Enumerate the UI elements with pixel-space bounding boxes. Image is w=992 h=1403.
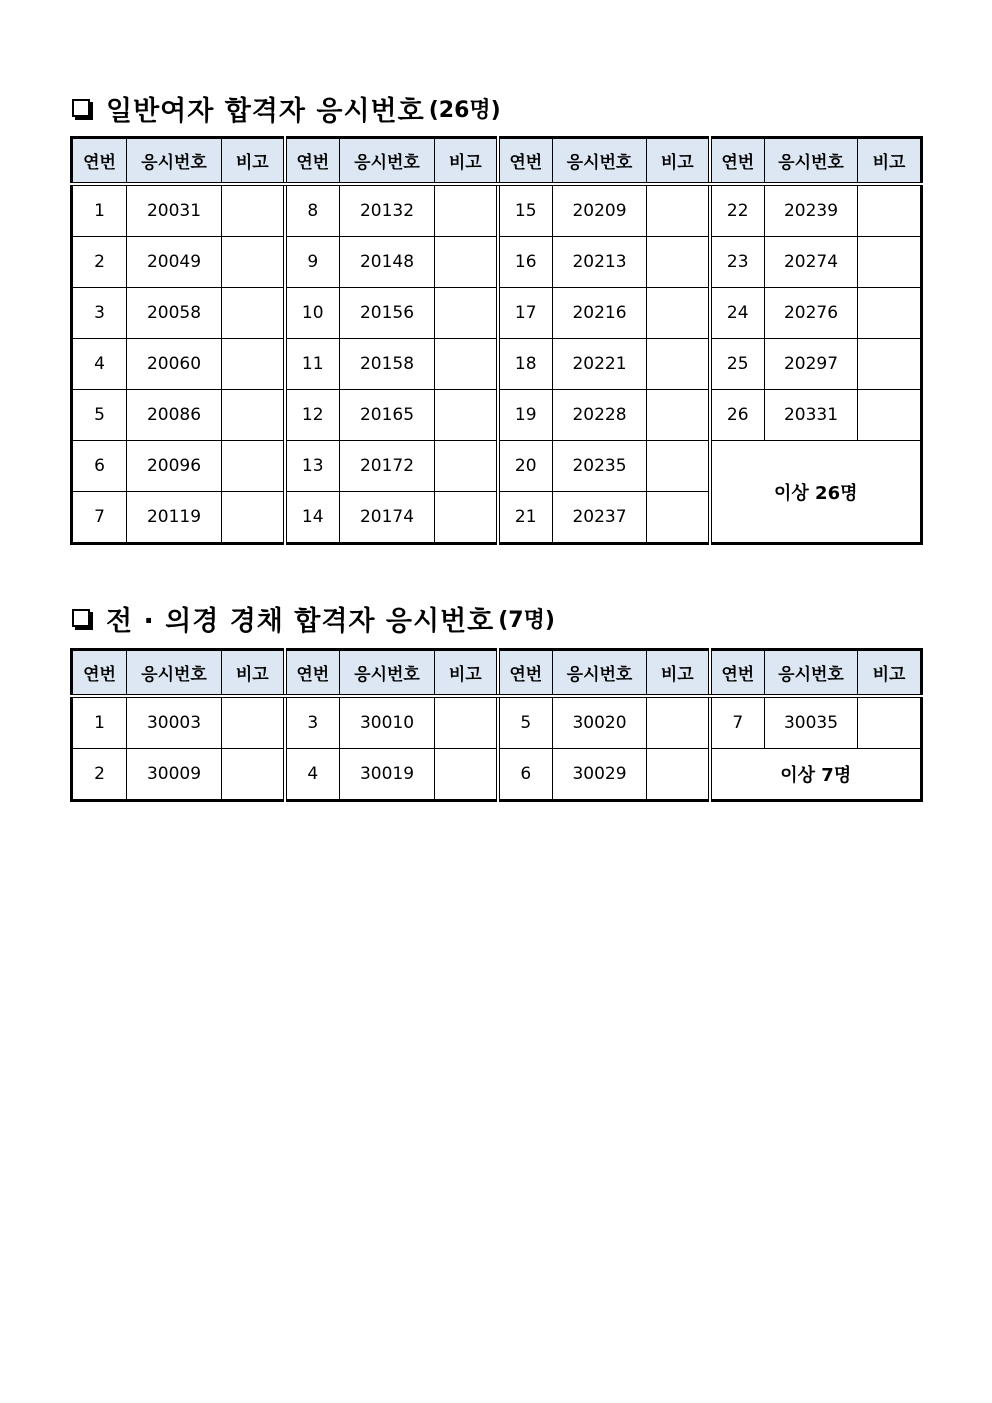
note-cell (435, 237, 498, 288)
note-cell (435, 696, 498, 749)
header-cell-note: 비고 (647, 650, 710, 697)
header-cell-no: 연번 (72, 650, 127, 697)
exam-number-cell: 20058 (127, 288, 222, 339)
count-note: (26명) (428, 97, 501, 123)
exam-number-cell: 20331 (765, 390, 858, 441)
note-cell (647, 339, 710, 390)
exam-number-cell: 20237 (553, 492, 647, 544)
serial-cell: 15 (498, 184, 553, 237)
note-cell (222, 339, 285, 390)
serial-cell: 24 (710, 288, 765, 339)
exam-number-cell: 20274 (765, 237, 858, 288)
exam-number-cell: 20276 (765, 288, 858, 339)
serial-cell: 10 (285, 288, 340, 339)
passer-table-general (70, 136, 923, 545)
note-cell (435, 749, 498, 801)
exam-number-cell: 20158 (340, 339, 435, 390)
section-veteran-police (70, 600, 920, 802)
note-cell (222, 288, 285, 339)
header-cell-id: 응시번호 (340, 650, 435, 697)
note-cell (647, 441, 710, 492)
serial-cell: 1 (72, 184, 127, 237)
header-cell-id: 응시번호 (765, 138, 858, 185)
serial-cell: 21 (498, 492, 553, 544)
checkbox-square-icon (72, 99, 90, 117)
exam-number-cell: 20297 (765, 339, 858, 390)
serial-cell: 9 (285, 237, 340, 288)
header-cell-note: 비고 (222, 138, 285, 185)
exam-number-cell: 20031 (127, 184, 222, 237)
note-cell (435, 492, 498, 544)
serial-cell: 25 (710, 339, 765, 390)
note-cell (222, 184, 285, 237)
exam-number-cell: 20209 (553, 184, 647, 237)
exam-number-cell: 30003 (127, 696, 222, 749)
header-cell-note: 비고 (647, 138, 710, 185)
exam-number-cell: 20221 (553, 339, 647, 390)
header-cell-id: 응시번호 (127, 138, 222, 185)
note-cell (222, 492, 285, 544)
exam-number-cell: 20148 (340, 237, 435, 288)
note-cell (435, 441, 498, 492)
table-row (72, 696, 922, 749)
serial-cell: 7 (710, 696, 765, 749)
count-note: (7명) (498, 607, 555, 633)
table-header-row (72, 650, 922, 697)
serial-cell: 17 (498, 288, 553, 339)
header-cell-note: 비고 (435, 138, 498, 185)
serial-cell: 19 (498, 390, 553, 441)
section-title-text: 전 · 의경 경채 합격자 응시번호 (106, 605, 495, 637)
serial-cell: 14 (285, 492, 340, 544)
header-cell-note: 비고 (435, 650, 498, 697)
exam-number-cell: 20096 (127, 441, 222, 492)
note-cell (222, 749, 285, 801)
serial-cell: 6 (72, 441, 127, 492)
exam-number-cell: 30029 (553, 749, 647, 801)
serial-cell: 4 (72, 339, 127, 390)
section-general-female (70, 90, 920, 545)
header-cell-no: 연번 (285, 138, 340, 185)
exam-number-cell: 20174 (340, 492, 435, 544)
note-cell (435, 288, 498, 339)
section-title-text: 일반여자 합격자 응시번호 (106, 95, 425, 127)
exam-number-cell: 30010 (340, 696, 435, 749)
header-cell-id: 응시번호 (127, 650, 222, 697)
note-cell (647, 237, 710, 288)
serial-cell: 22 (710, 184, 765, 237)
note-cell (647, 749, 710, 801)
serial-cell: 12 (285, 390, 340, 441)
note-cell (435, 339, 498, 390)
exam-number-cell: 20132 (340, 184, 435, 237)
exam-number-cell: 20216 (553, 288, 647, 339)
note-cell (647, 184, 710, 237)
note-cell (858, 696, 922, 749)
note-cell (647, 390, 710, 441)
serial-cell: 11 (285, 339, 340, 390)
note-cell (435, 184, 498, 237)
exam-number-cell: 20235 (553, 441, 647, 492)
serial-cell: 3 (72, 288, 127, 339)
table-row (72, 339, 922, 390)
serial-cell: 26 (710, 390, 765, 441)
note-cell (858, 237, 922, 288)
note-cell (222, 441, 285, 492)
header-cell-no: 연번 (710, 138, 765, 185)
serial-cell: 2 (72, 237, 127, 288)
table-row (72, 237, 922, 288)
exam-number-cell: 20239 (765, 184, 858, 237)
note-cell (647, 492, 710, 544)
table-row (72, 288, 922, 339)
note-cell (222, 696, 285, 749)
serial-cell: 1 (72, 696, 127, 749)
note-cell (222, 237, 285, 288)
serial-cell: 8 (285, 184, 340, 237)
header-cell-id: 응시번호 (553, 650, 647, 697)
exam-number-cell: 30035 (765, 696, 858, 749)
table-header-row (72, 138, 922, 185)
passer-table-veteran (70, 648, 923, 802)
exam-number-cell: 30020 (553, 696, 647, 749)
total-summary: 이상 26명 (710, 441, 922, 544)
serial-cell: 5 (72, 390, 127, 441)
exam-number-cell: 20060 (127, 339, 222, 390)
exam-number-cell: 30009 (127, 749, 222, 801)
exam-number-cell: 30019 (340, 749, 435, 801)
table-row (72, 184, 922, 237)
header-cell-id: 응시번호 (765, 650, 858, 697)
note-cell (858, 339, 922, 390)
header-cell-note: 비고 (858, 138, 922, 185)
exam-number-cell: 20172 (340, 441, 435, 492)
checkbox-square-icon (72, 609, 90, 627)
header-cell-no: 연번 (72, 138, 127, 185)
serial-cell: 18 (498, 339, 553, 390)
section-title (70, 600, 920, 636)
header-cell-id: 응시번호 (340, 138, 435, 185)
note-cell (435, 390, 498, 441)
header-cell-no: 연번 (710, 650, 765, 697)
exam-number-cell: 20049 (127, 237, 222, 288)
note-cell (858, 288, 922, 339)
serial-cell: 23 (710, 237, 765, 288)
serial-cell: 3 (285, 696, 340, 749)
exam-number-cell: 20086 (127, 390, 222, 441)
serial-cell: 13 (285, 441, 340, 492)
serial-cell: 20 (498, 441, 553, 492)
header-cell-id: 응시번호 (553, 138, 647, 185)
section-title (70, 90, 920, 126)
serial-cell: 16 (498, 237, 553, 288)
header-cell-no: 연번 (498, 650, 553, 697)
serial-cell: 5 (498, 696, 553, 749)
exam-number-cell: 20119 (127, 492, 222, 544)
exam-number-cell: 20165 (340, 390, 435, 441)
note-cell (858, 390, 922, 441)
table-row (72, 390, 922, 441)
header-cell-note: 비고 (858, 650, 922, 697)
exam-number-cell: 20228 (553, 390, 647, 441)
serial-cell: 7 (72, 492, 127, 544)
exam-number-cell: 20156 (340, 288, 435, 339)
serial-cell: 2 (72, 749, 127, 801)
note-cell (222, 390, 285, 441)
exam-number-cell: 20213 (553, 237, 647, 288)
header-cell-no: 연번 (498, 138, 553, 185)
table-row (72, 441, 922, 492)
table-row (72, 749, 922, 801)
total-summary: 이상 7명 (710, 749, 922, 801)
header-cell-note: 비고 (222, 650, 285, 697)
note-cell (858, 184, 922, 237)
header-cell-no: 연번 (285, 650, 340, 697)
serial-cell: 4 (285, 749, 340, 801)
serial-cell: 6 (498, 749, 553, 801)
note-cell (647, 696, 710, 749)
note-cell (647, 288, 710, 339)
